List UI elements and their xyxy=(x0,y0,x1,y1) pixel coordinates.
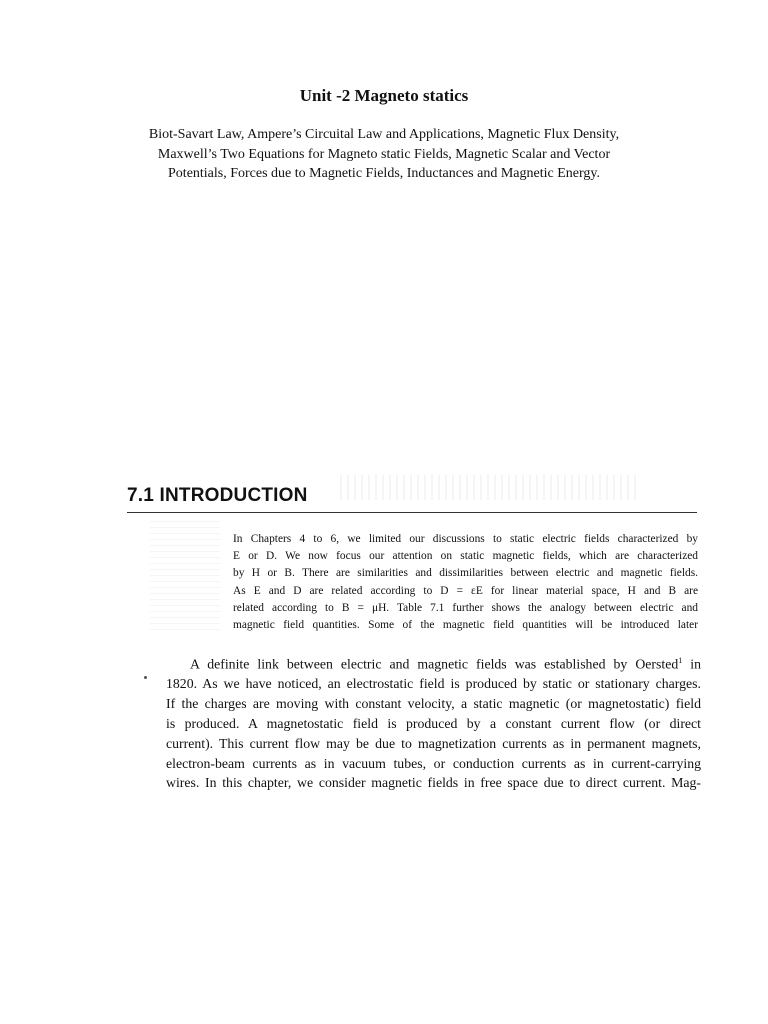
body-line: electron-beam currents as in vacuum tubes, or conduction currents as in current-carrying xyxy=(166,755,701,771)
body-line: current). This current flow may be due to magnetization currents as in permanent magnets, xyxy=(166,735,701,751)
scan-noise xyxy=(150,520,220,630)
footnote-marker: 1 xyxy=(678,656,683,665)
intro-line: by H or B. There are similarities and dissimilarities between electric and magnetic fields. xyxy=(233,567,698,580)
body-line: wires. In this chapter, we consider magnetic fields in free space due to direct current. Mag- xyxy=(166,775,701,791)
unit-topics xyxy=(100,125,668,184)
body-paragraph xyxy=(166,651,701,793)
body-line xyxy=(166,651,701,674)
body-line: is produced. A magnetostatic field is produced by a constant current flow (or direct xyxy=(166,715,701,731)
body-line: 1820. As we have noticed, an electrostatic field is produced by static or stationary charges. xyxy=(166,676,701,692)
scan-dot xyxy=(144,676,147,679)
unit-title: Unit -2 Magneto statics xyxy=(299,86,469,105)
topics-line: Maxwell’s Two Equations for Magneto static Fields, Magnetic Scalar and Vector xyxy=(157,146,611,162)
intro-line: In Chapters 4 to 6, we limited our discussions to static electric fields characterized by xyxy=(233,533,698,545)
body-line-text: A definite link between electric and magnetic fields was established by Oersted xyxy=(190,656,679,672)
body-line: If the charges are moving with constant velocity, a static magnetic (or magnetostatic) field xyxy=(166,696,701,712)
intro-line: As E and D are related according to D = εE for linear material space, H and B are xyxy=(233,584,698,597)
intro-line: magnetic field quantities. Some of the magnetic field quantities will be introduced later xyxy=(233,619,698,632)
intro-line: related according to B = μH. Table 7.1 further shows the analogy between electric and xyxy=(233,601,698,614)
intro-line: E or D. We now focus our attention on static magnetic fields, which are characterized xyxy=(233,550,698,563)
body-line-end: in xyxy=(682,656,701,672)
topics-line: Potentials, Forces due to Magnetic Fields, Inductances and Magnetic Energy. xyxy=(168,166,600,181)
section-heading: 7.1 INTRODUCTION xyxy=(127,485,308,506)
intro-paragraph xyxy=(233,531,698,634)
topics-line: Biot-Savart Law, Ampere’s Circuital Law and Applications, Magnetic Flux Density, xyxy=(148,127,620,142)
section-divider xyxy=(127,512,697,513)
scan-noise xyxy=(340,475,640,500)
